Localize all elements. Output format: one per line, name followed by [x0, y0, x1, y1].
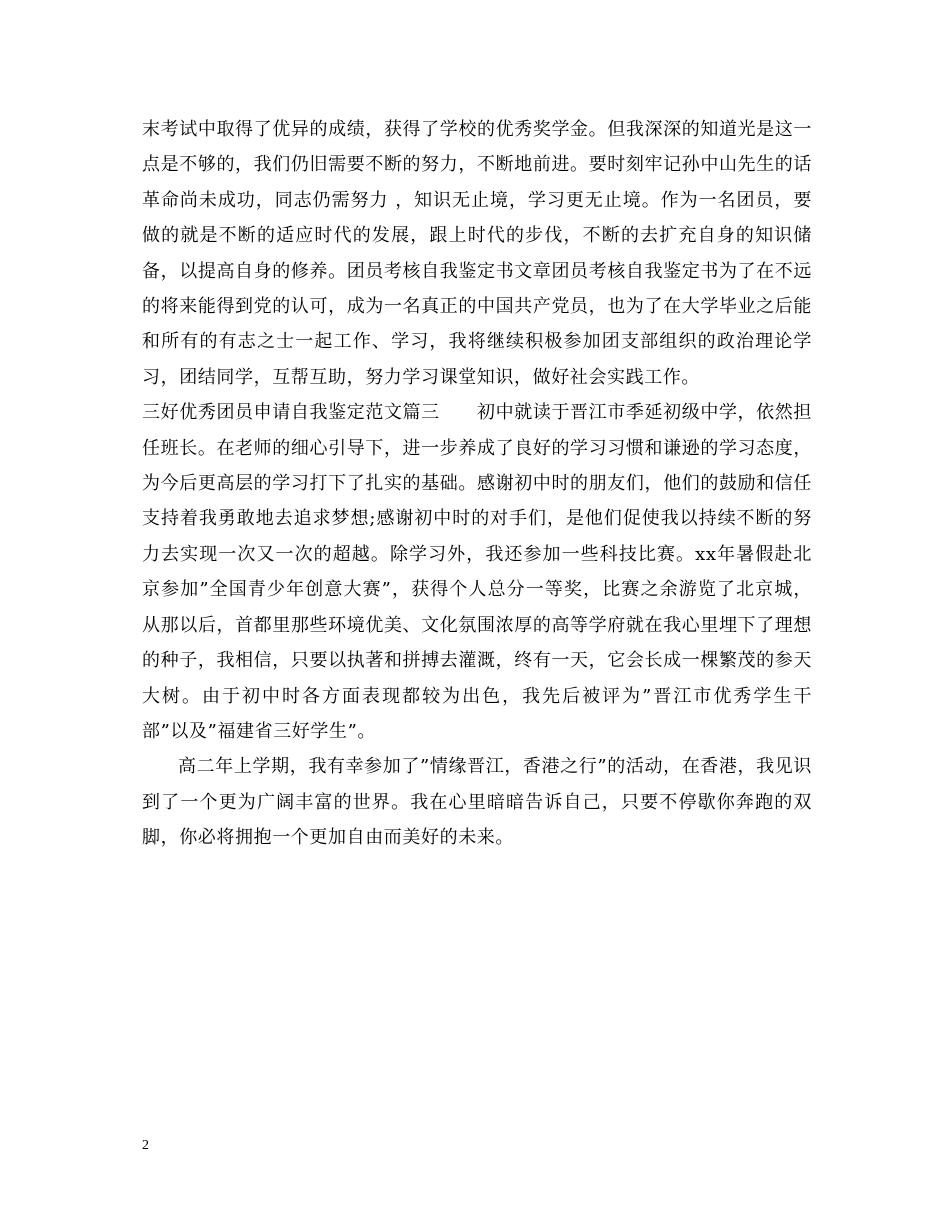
paragraph-3: 高二年上学期，我有幸参加了”情缘晋江，香港之行”的活动，在香港，我见识到了一个更为广阔丰富的世界。我在心里暗暗告诉自己，只要不停歇你奔跑的双脚，你必将拥抱一个更加自由而美好的未来。 [142, 756, 812, 849]
paragraph-2: 三好优秀团员申请自我鉴定范文篇三 初中就读于晋江市季延初级中学，依然担任班长。在老师的细心引导下，进一步养成了良好的学习习惯和谦逊的学习态度，为今后更高层的学习打下了扎实的基础。感谢初中时的朋友们，他们的鼓励和信任支持着我勇敢地去追求梦想;感谢初中时的对手们，是他们促使我以持续不断的努力去实现一次又一次的超越。除学习外，我还参加一些科技比赛。xx年暑假赴北京参加”全国青少年创意大赛”，获得个人总分一等奖，比赛之余游览了北京城，从那以后，首都里那些环境优美、文化氛围浓厚的高等学府就在我心里埋下了理想的种子，我相信，只要以执著和拼搏去灌溉，终有一天，它会长成一棵繁茂的参天大树。由于初中时各方面表现都较为出色，我先后被评为”晋江市优秀学生干部”以及”福建省三好学生”。 [142, 402, 812, 742]
document-body [142, 112, 812, 856]
paragraph-1: 末考试中取得了优异的成绩，获得了学校的优秀奖学金。但我深深的知道光是这一点是不够的，我们仍旧需要不断的努力，不断地前进。要时刻牢记孙中山先生的话 革命尚未成功，同志仍需努力 ，知识无止境，学习更无止境。作为一名团员，要做的就是不断的适应时代的发展，跟上时代的步伐，不断的去扩充自身的知识储备，以提高自身的修养。团员考核自我鉴定书文章团员考核自我鉴定书为了在不远的将来能得到党的认可，成为一名真正的中国共产党员，也为了在大学毕业之后能和所有的有志之士一起工作、学习，我将继续积极参加团支部组织的政治理论学习，团结同学，互帮互助，努力学习课堂知识，做好社会实践工作。 [142, 119, 812, 388]
page-number: 2 [142, 1138, 149, 1153]
